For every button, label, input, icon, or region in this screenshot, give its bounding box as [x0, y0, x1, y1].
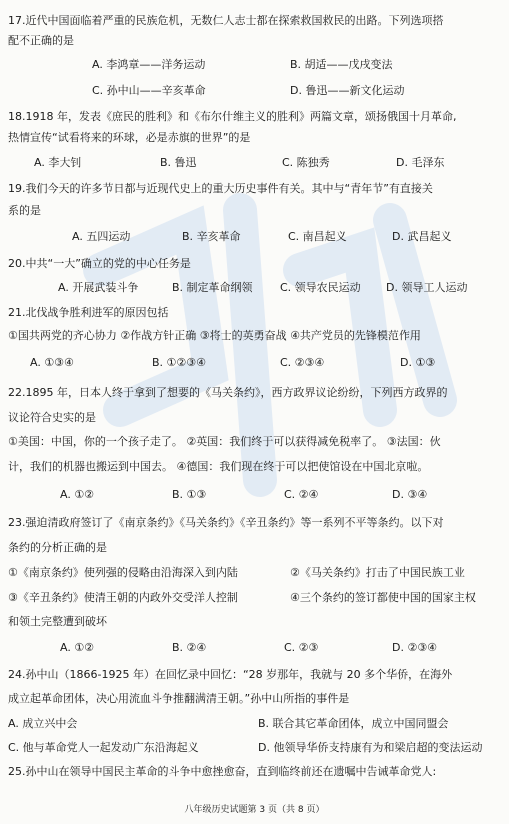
q23-option-d: D. ②③④ [392, 641, 438, 654]
q23-statement-4: ④三个条约的签订都使中国的国家主权 [290, 591, 476, 604]
q19-option-d: D. 武昌起义 [392, 230, 452, 243]
page-footer: 八年级历史试题第 3 页（共 8 页） [184, 805, 325, 815]
q23-stem-line2: 条约的分析正确的是 [8, 541, 107, 554]
q17-option-d: D. 鲁迅——新文化运动 [290, 84, 405, 97]
q24-stem-line2: 成立起革命团体，决心用流血斗争推翻满清王朝。”孙中山所指的事件是 [8, 692, 350, 705]
q17-option-c: C. 孙中山——辛亥革命 [92, 84, 206, 97]
q19-option-b: B. 辛亥革命 [182, 230, 241, 243]
q17-stem-line2: 配不正确的是 [8, 34, 74, 47]
q18-stem-line1: 18.1918 年，发表《庶民的胜利》和《布尔什维主义的胜利》两篇文章，颂扬俄国十月革命, [8, 110, 457, 123]
q21-option-a: A. ①③④ [30, 356, 74, 369]
q23-statement-1: ①《南京条约》使列强的侵略由沿海深入到内陆 [8, 566, 238, 579]
q18-stem-line2: 热情宣传“试看将来的环球，必是赤旗的世界”的是 [8, 131, 251, 144]
q20-option-c: C. 领导农民运动 [280, 281, 361, 294]
q23-option-b: B. ②④ [172, 641, 207, 654]
q21-option-d: D. ①③ [400, 356, 436, 369]
q21-stem-line1: 21.北伐战争胜利进军的原因包括 [8, 306, 169, 319]
q22-option-c: C. ②④ [284, 488, 319, 501]
q18-option-a: A. 李大钊 [34, 156, 82, 169]
q23-statement-2: ②《马关条约》打击了中国民族工业 [290, 566, 465, 579]
q22-stem-line3: ①美国：中国，你的一个孩子走了。 ②英国：我们终于可以获得减免税率了。 ③法国：伙 [8, 435, 441, 448]
q19-stem-line2: 系的是 [8, 204, 41, 217]
q24-option-b: B. 联合其它革命团体，成立中国同盟会 [258, 717, 449, 730]
q22-option-a: A. ①② [60, 488, 95, 501]
q19-stem-line1: 19.我们今天的许多节日都与近现代史上的重大历史事件有关。其中与“青年节”有直接关 [8, 182, 433, 195]
q23-statement-4-cont: 和领土完整遭到破坏 [8, 615, 107, 628]
q17-stem-line1: 17.近代中国面临着严重的民族危机，无数仁人志士都在探索救国救民的出路。下列选项搭 [8, 14, 444, 27]
q19-option-c: C. 南昌起义 [288, 230, 347, 243]
q23-stem-line1: 23.强迫清政府签订了《南京条约》《马关条约》《辛丑条约》等一系列不平等条约。以下对 [8, 516, 444, 529]
q20-stem-line1: 20.中共“一大”确立的党的中心任务是 [8, 257, 191, 270]
q24-stem-line1: 24.孙中山（1866-1925 年）在回忆录中回忆：“28 岁那年，我就与 20 多个华侨，在海外 [8, 668, 453, 681]
q22-stem-line1: 22.1895 年，日本人终于拿到了想要的《马关条约》，西方政界议论纷纷，下列西方政界的 [8, 386, 448, 399]
q18-option-b: B. 鲁迅 [160, 156, 197, 169]
q23-statement-3: ③《辛丑条约》使清王朝的内政外交受洋人控制 [8, 591, 238, 604]
q22-option-d: D. ③④ [392, 488, 428, 501]
q17-option-b: B. 胡适——戊戌变法 [290, 58, 393, 71]
q21-option-b: B. ①②③④ [152, 356, 206, 369]
q24-option-c: C. 他与革命党人一起发动广东沿海起义 [8, 741, 199, 754]
q21-option-c: C. ②③④ [280, 356, 325, 369]
q23-option-a: A. ①② [60, 641, 95, 654]
q19-option-a: A. 五四运动 [72, 230, 131, 243]
q18-option-c: C. 陈独秀 [282, 156, 330, 169]
q20-option-a: A. 开展武装斗争 [58, 281, 139, 294]
q24-option-a: A. 成立兴中会 [8, 717, 78, 730]
q20-option-b: B. 制定革命纲领 [172, 281, 253, 294]
q21-stem-line2: ①国共两党的齐心协力 ②作战方针正确 ③将士的英勇奋战 ④共产党员的先锋模范作用 [8, 329, 421, 342]
q23-option-c: C. ②③ [284, 641, 319, 654]
q25-stem-line1: 25.孙中山在领导中国民主革命的斗争中愈挫愈奋，直到临终前还在遗嘱中告诫革命党人: [8, 765, 437, 778]
q22-option-b: B. ①③ [172, 488, 207, 501]
q17-option-a: A. 李鸿章——洋务运动 [92, 58, 206, 71]
q24-option-d: D. 他领导华侨支持康有为和梁启超的变法运动 [258, 741, 483, 754]
q20-option-d: D. 领导工人运动 [386, 281, 468, 294]
q22-stem-line2: 议论符合史实的是 [8, 411, 96, 424]
q22-stem-line4: 计，我们的机器也搬运到中国去。 ④德国：我们现在终于可以把使馆设在中国北京啦。 [8, 460, 429, 473]
q18-option-d: D. 毛泽东 [396, 156, 445, 169]
